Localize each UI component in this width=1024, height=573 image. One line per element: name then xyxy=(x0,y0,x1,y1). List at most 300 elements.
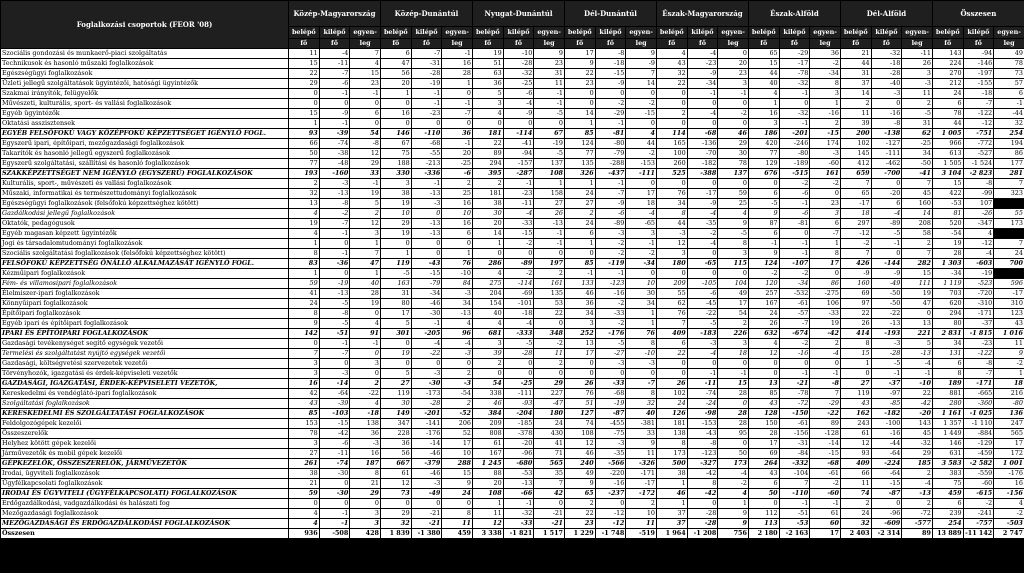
value-cell: 525 xyxy=(656,169,687,179)
value-cell: -61 xyxy=(779,419,810,429)
value-cell: 0 xyxy=(411,209,442,219)
value-cell: -4 xyxy=(626,209,657,219)
value-cell: -64 xyxy=(871,469,902,479)
value-cell: 143 xyxy=(902,419,933,429)
value-cell: 186 xyxy=(748,129,779,139)
value-cell: -12 xyxy=(963,239,994,249)
header-row-regions xyxy=(1,1,1024,27)
value-cell: -8 xyxy=(810,379,841,389)
value-cell: -22 xyxy=(810,409,841,419)
value-cell: 8 xyxy=(810,249,841,259)
row-label: Egyszerű ipari, építőipari, mezőgazdasági foglalkozások xyxy=(1,139,289,149)
value-cell: 158 xyxy=(534,189,565,199)
region-header: Észak-Alföld xyxy=(748,1,840,27)
value-cell: -577 xyxy=(902,519,933,529)
value-cell: 2 831 xyxy=(932,329,963,339)
value-cell: -3 xyxy=(350,439,381,449)
value-cell: -41 xyxy=(503,139,534,149)
value-cell: 414 xyxy=(840,329,871,339)
sub-header-top: egyen- xyxy=(442,27,473,39)
value-cell: -2 xyxy=(810,479,841,489)
value-cell: 30 xyxy=(718,149,749,159)
value-cell: 0 xyxy=(564,89,595,99)
row-label: KERESKEDELMI ÉS SZOLGÁLTATÁSI FOGLALKOZÁSOK xyxy=(1,409,289,419)
value-cell: 119 xyxy=(840,389,871,399)
value-cell: -1 xyxy=(687,89,718,99)
value-cell: 54 xyxy=(473,379,504,389)
value-cell: 383 xyxy=(932,469,963,479)
value-cell: 43 xyxy=(840,399,871,409)
value-cell: 40 xyxy=(350,279,381,289)
value-cell: 2 xyxy=(350,209,381,219)
value-cell: 11 xyxy=(473,509,504,519)
table-row xyxy=(1,469,1024,479)
value-cell: 0 xyxy=(564,99,595,109)
value-cell: 0 xyxy=(289,339,320,349)
value-cell: -1 748 xyxy=(595,529,626,539)
value-cell: -2 823 xyxy=(963,169,994,179)
value-cell: 45 xyxy=(902,429,933,439)
value-cell: 676 xyxy=(748,169,779,179)
value-cell: 163 xyxy=(381,279,412,289)
value-cell: -93 xyxy=(503,399,534,409)
value-cell: 36 xyxy=(564,299,595,309)
value-cell: -1 xyxy=(319,339,350,349)
value-cell: -1 xyxy=(902,369,933,379)
value-cell: -50 xyxy=(871,289,902,299)
value-cell: 4 xyxy=(350,59,381,69)
value-cell: 27 xyxy=(289,449,320,459)
value-cell: 0 xyxy=(656,99,687,109)
value-cell: 19 xyxy=(350,189,381,199)
value-cell: 0 xyxy=(350,369,381,379)
value-cell: 29 xyxy=(718,139,749,149)
value-cell: 22 xyxy=(564,69,595,79)
value-cell: 77 xyxy=(289,159,320,169)
value-cell: 0 xyxy=(534,369,565,379)
value-cell: -1 380 xyxy=(411,529,442,539)
value-cell: 0 xyxy=(503,369,534,379)
value-cell: 73 xyxy=(381,489,412,499)
value-cell: -72 xyxy=(902,509,933,519)
value-cell: -3 xyxy=(319,179,350,189)
value-cell: -54 xyxy=(442,389,473,399)
value-cell: -603 xyxy=(963,259,994,269)
value-cell: 0 xyxy=(779,359,810,369)
value-cell: -2 xyxy=(626,149,657,159)
value-cell: 0 xyxy=(626,269,657,279)
value-cell: -720 xyxy=(963,289,994,299)
value-cell: -11 142 xyxy=(963,529,994,539)
value-cell: -1 xyxy=(503,499,534,509)
value-cell: 1 517 xyxy=(534,529,565,539)
value-cell: 129 xyxy=(748,159,779,169)
value-cell: -33 xyxy=(810,309,841,319)
value-cell: 7 xyxy=(779,479,810,489)
value-cell: 173 xyxy=(656,449,687,459)
value-cell: -13 xyxy=(411,189,442,199)
value-cell: 0 xyxy=(350,499,381,509)
value-cell: 0 xyxy=(503,119,534,129)
value-cell: 19 xyxy=(902,289,933,299)
table-row xyxy=(1,379,1024,389)
table-row xyxy=(1,339,1024,349)
value-cell: 1 xyxy=(840,359,871,369)
value-cell: 7 xyxy=(350,49,381,59)
value-cell: -189 xyxy=(779,159,810,169)
value-cell: -110 xyxy=(779,489,810,499)
value-cell: -7 xyxy=(319,219,350,229)
sub-header-bottom: leg xyxy=(902,39,933,49)
value-cell: -1 xyxy=(503,179,534,189)
value-cell: 89 xyxy=(902,529,933,539)
value-cell: -65 xyxy=(626,219,657,229)
value-cell: -2 xyxy=(595,249,626,259)
value-cell: -42 xyxy=(319,429,350,439)
value-cell: 5 xyxy=(473,89,504,99)
value-cell: 49 xyxy=(994,49,1024,59)
value-cell: 41 xyxy=(289,289,320,299)
value-cell: -176 xyxy=(595,329,626,339)
value-cell: 9 xyxy=(718,509,749,519)
value-cell: 0 xyxy=(810,359,841,369)
value-cell: -17 xyxy=(687,189,718,199)
value-cell: 409 xyxy=(656,329,687,339)
value-cell: 2 xyxy=(473,359,504,369)
value-cell: 120 xyxy=(748,279,779,289)
value-cell: -156 xyxy=(779,429,810,439)
value-cell: -28 xyxy=(411,69,442,79)
value-cell: 500 xyxy=(656,459,687,469)
value-cell: 226 xyxy=(718,329,749,339)
value-cell: 111 xyxy=(902,279,933,289)
value-cell: 14 xyxy=(902,209,933,219)
value-cell: 301 xyxy=(381,329,412,339)
value-cell: 19 xyxy=(381,229,412,239)
row-label: EGYÉB FELSŐFOKÚ VAGY KÖZÉPFOKÚ KÉPZETTSÉGET IGÉNYLŐ FOGL. xyxy=(1,129,289,139)
value-cell: -25 xyxy=(442,159,473,169)
value-cell: -7 xyxy=(963,369,994,379)
value-cell: 5 xyxy=(902,339,933,349)
value-cell: 1 229 xyxy=(564,529,595,539)
value-cell: -2 xyxy=(534,339,565,349)
value-cell: 10 xyxy=(442,449,473,459)
value-cell: 15 xyxy=(350,69,381,79)
value-cell: 4 xyxy=(626,129,657,139)
value-cell: 136 xyxy=(994,409,1024,419)
row-label: Szociális szolgáltatási foglalkozások (felsőfokú képzettséghez kötött) xyxy=(1,249,289,259)
value-cell: 4 xyxy=(963,229,994,239)
value-cell: 1 xyxy=(350,269,381,279)
value-cell: -69 xyxy=(503,289,534,299)
value-cell: -13 xyxy=(534,219,565,229)
value-cell: -751 xyxy=(963,129,994,139)
sub-header-top: kilépő xyxy=(595,27,626,39)
value-cell: 0 xyxy=(381,99,412,109)
value-cell: -201 xyxy=(779,129,810,139)
value-cell: -16 xyxy=(595,479,626,489)
value-cell: 85 xyxy=(564,259,595,269)
value-cell: -119 xyxy=(595,259,626,269)
sub-header-top: egyen- xyxy=(994,27,1024,39)
value-cell: -1 xyxy=(779,499,810,509)
value-cell: -5 xyxy=(718,229,749,239)
value-cell: 8 xyxy=(656,209,687,219)
row-label: Műszaki, informatikai és természettudományi foglalkozások xyxy=(1,189,289,199)
value-cell: 3 xyxy=(473,339,504,349)
value-cell: -85 xyxy=(871,399,902,409)
value-cell: 0 xyxy=(656,119,687,129)
table-row xyxy=(1,149,1024,159)
value-cell: 49 xyxy=(564,469,595,479)
value-cell: 0 xyxy=(810,189,841,199)
value-cell: -32 xyxy=(779,79,810,89)
value-cell: -43 xyxy=(411,259,442,269)
value-cell: -3 xyxy=(871,89,902,99)
value-cell: -532 xyxy=(779,289,810,299)
sub-header-top: belépő xyxy=(748,27,779,39)
value-cell: 12 xyxy=(350,149,381,159)
value-cell: -2 xyxy=(595,299,626,309)
value-cell: 137 xyxy=(534,159,565,169)
value-cell: -13 xyxy=(902,349,933,359)
sub-header-bottom: leg xyxy=(442,39,473,49)
value-cell: 23 xyxy=(534,59,565,69)
value-cell: 23 xyxy=(564,79,595,89)
value-cell: -185 xyxy=(503,419,534,429)
value-cell: -8 xyxy=(963,359,994,369)
value-cell: 39 xyxy=(473,349,504,359)
row-label: Művészeti, kulturális, sport- és vallási foglalkozások xyxy=(1,99,289,109)
table-body xyxy=(1,49,1024,539)
value-cell: 0 xyxy=(626,89,657,99)
value-cell: 459 xyxy=(932,489,963,499)
value-cell: 0 xyxy=(626,369,657,379)
value-cell: 12 xyxy=(473,519,504,529)
value-cell: 260 xyxy=(656,159,687,169)
value-cell: -241 xyxy=(963,509,994,519)
value-cell: 0 xyxy=(871,99,902,109)
value-cell: 146 xyxy=(381,129,412,139)
value-cell: 0 xyxy=(779,229,810,239)
value-cell: -33 xyxy=(595,309,626,319)
value-cell: 29 xyxy=(381,509,412,519)
value-cell: 0 xyxy=(411,239,442,249)
value-cell: 22 xyxy=(534,309,565,319)
value-cell: -3 xyxy=(871,339,902,349)
value-cell: -50 xyxy=(902,159,933,169)
value-cell: -3 xyxy=(595,229,626,239)
value-cell: 32 xyxy=(381,519,412,529)
value-cell: -2 xyxy=(718,479,749,489)
value-cell: 78 xyxy=(932,109,963,119)
row-label: Kereskedelmi és vendéglátó-ipari foglalkozások xyxy=(1,389,289,399)
value-cell: 4 xyxy=(748,89,779,99)
value-cell: 40 xyxy=(626,409,657,419)
value-cell: 3 xyxy=(289,439,320,449)
value-cell: 154 xyxy=(473,299,504,309)
value-cell: -1 xyxy=(350,179,381,189)
value-cell: -2 xyxy=(503,239,534,249)
value-cell: -9 xyxy=(503,109,534,119)
value-cell: -1 xyxy=(779,239,810,249)
value-cell: -3 xyxy=(442,289,473,299)
value-cell: 0 xyxy=(411,359,442,369)
value-cell: 15 xyxy=(289,109,320,119)
value-cell: 56 xyxy=(381,449,412,459)
value-cell: 89 xyxy=(810,419,841,429)
value-cell: -6 xyxy=(595,209,626,219)
sub-header-top: kilépő xyxy=(319,27,350,39)
table-row xyxy=(1,359,1024,369)
value-cell: 1 xyxy=(381,249,412,259)
value-cell: -11 xyxy=(902,49,933,59)
value-cell: 1 xyxy=(289,269,320,279)
value-cell: 0 xyxy=(687,179,718,189)
value-cell: -22 xyxy=(687,309,718,319)
value-cell: 4 xyxy=(289,209,320,219)
value-cell: 0 xyxy=(381,239,412,249)
value-cell: 27 xyxy=(564,199,595,209)
value-cell: -680 xyxy=(503,459,534,469)
value-cell: -4 xyxy=(687,109,718,119)
value-cell: 216 xyxy=(994,389,1024,399)
value-cell: 128 xyxy=(748,409,779,419)
value-cell: 4 xyxy=(350,399,381,409)
value-cell: 54 xyxy=(350,129,381,139)
value-cell: -19 xyxy=(963,269,994,279)
occupation-group-header: Foglalkozási csoportok (FEOR '08) xyxy=(1,1,289,49)
value-cell: 102 xyxy=(656,389,687,399)
value-cell: 1 xyxy=(994,369,1024,379)
value-cell: 2 xyxy=(626,499,657,509)
value-cell: 44 xyxy=(932,119,963,129)
value-cell: 115 xyxy=(718,259,749,269)
value-cell: 146 xyxy=(932,439,963,449)
value-cell: -35 xyxy=(595,449,626,459)
value-cell: -1 208 xyxy=(687,529,718,539)
sub-header-top: belépő xyxy=(932,27,963,39)
value-cell: 0 xyxy=(810,269,841,279)
value-cell: -288 xyxy=(595,159,626,169)
value-cell: 96 xyxy=(442,329,473,339)
value-cell: 46 xyxy=(656,489,687,499)
value-cell: 36 xyxy=(381,439,412,449)
value-cell: 43 xyxy=(748,469,779,479)
table-row xyxy=(1,169,1024,179)
value-cell: 1 xyxy=(626,319,657,329)
row-label: IPARI ÉS ÉPÍTŐIPARI FOGLALKOZÁSOK xyxy=(1,329,289,339)
value-cell: 22 xyxy=(902,389,933,399)
value-cell: -68 xyxy=(411,139,442,149)
value-cell: 7 xyxy=(902,249,933,259)
value-cell: 76 xyxy=(656,309,687,319)
value-cell: 28 xyxy=(932,249,963,259)
value-cell: 0 xyxy=(534,119,565,129)
value-cell: -41 xyxy=(902,169,933,179)
value-cell: 12 xyxy=(840,439,871,449)
row-label: Járművezetők és mobil gépek kezelői xyxy=(1,449,289,459)
value-cell: 174 xyxy=(810,139,841,149)
value-cell: -1 xyxy=(595,179,626,189)
value-cell: 173 xyxy=(718,459,749,469)
value-cell: -347 xyxy=(963,219,994,229)
value-cell: -3 xyxy=(411,199,442,209)
value-cell: 61 xyxy=(840,429,871,439)
value-cell: -22 xyxy=(411,349,442,359)
value-cell: 39 xyxy=(840,119,871,129)
value-cell: 270 xyxy=(932,69,963,79)
value-cell: -3 xyxy=(442,349,473,359)
value-cell: 11 xyxy=(442,519,473,529)
value-cell: 0 xyxy=(350,349,381,359)
value-cell: 261 xyxy=(289,459,320,469)
value-cell: -15 xyxy=(810,449,841,459)
sub-header-bottom: fő xyxy=(595,39,626,49)
value-cell: -98 xyxy=(687,409,718,419)
value-cell: -146 xyxy=(963,59,994,69)
value-cell: -757 xyxy=(963,519,994,529)
value-cell: 596 xyxy=(994,279,1024,289)
value-cell: -53 xyxy=(503,469,534,479)
table-row xyxy=(1,479,1024,489)
value-cell: 44 xyxy=(656,219,687,229)
value-cell: 180 xyxy=(534,409,565,419)
value-cell: -19 xyxy=(411,79,442,89)
value-cell: 61 xyxy=(473,439,504,449)
value-cell: 28 xyxy=(350,289,381,299)
value-cell: -15 xyxy=(626,109,657,119)
value-cell: -21 xyxy=(411,509,442,519)
value-cell: 22 xyxy=(840,309,871,319)
value-cell: 8 xyxy=(932,369,963,379)
value-cell: -26 xyxy=(963,209,994,219)
value-cell: -220 xyxy=(595,469,626,479)
value-cell: 9 xyxy=(718,219,749,229)
value-cell: -14 xyxy=(411,439,442,449)
value-cell: -2 314 xyxy=(871,529,902,539)
value-cell: -114 xyxy=(503,129,534,139)
value-cell: -2 xyxy=(810,59,841,69)
value-cell: 1 xyxy=(289,239,320,249)
value-cell: -462 xyxy=(871,159,902,169)
value-cell: 77 xyxy=(564,149,595,159)
value-cell: 6 xyxy=(994,89,1024,99)
value-cell: 1 839 xyxy=(381,529,412,539)
value-cell: 180 xyxy=(656,259,687,269)
value-cell: -34 xyxy=(626,259,657,269)
row-label: Egészségügyi foglalkozások (felsőfokú képzettséghez kötött) xyxy=(1,199,289,209)
row-label: Technikusok és hasonló műszaki foglalkozások xyxy=(1,59,289,69)
value-cell: 25 xyxy=(718,199,749,209)
value-cell: -23 xyxy=(687,59,718,69)
value-cell: -111 xyxy=(871,149,902,159)
value-cell: -2 xyxy=(503,269,534,279)
value-cell: 78 xyxy=(994,59,1024,69)
value-cell: -3 xyxy=(626,359,657,369)
value-cell: 10 xyxy=(626,509,657,519)
value-cell: -60 xyxy=(810,489,841,499)
value-cell: -20 xyxy=(871,189,902,199)
value-cell: -3 xyxy=(595,359,626,369)
value-cell: 3 xyxy=(289,369,320,379)
sub-header-top: belépő xyxy=(473,27,504,39)
value-cell: -32 xyxy=(503,69,534,79)
value-cell: -2 xyxy=(687,229,718,239)
value-cell: 42 xyxy=(289,389,320,399)
value-cell: 2 xyxy=(810,339,841,349)
value-cell: 12 xyxy=(350,219,381,229)
